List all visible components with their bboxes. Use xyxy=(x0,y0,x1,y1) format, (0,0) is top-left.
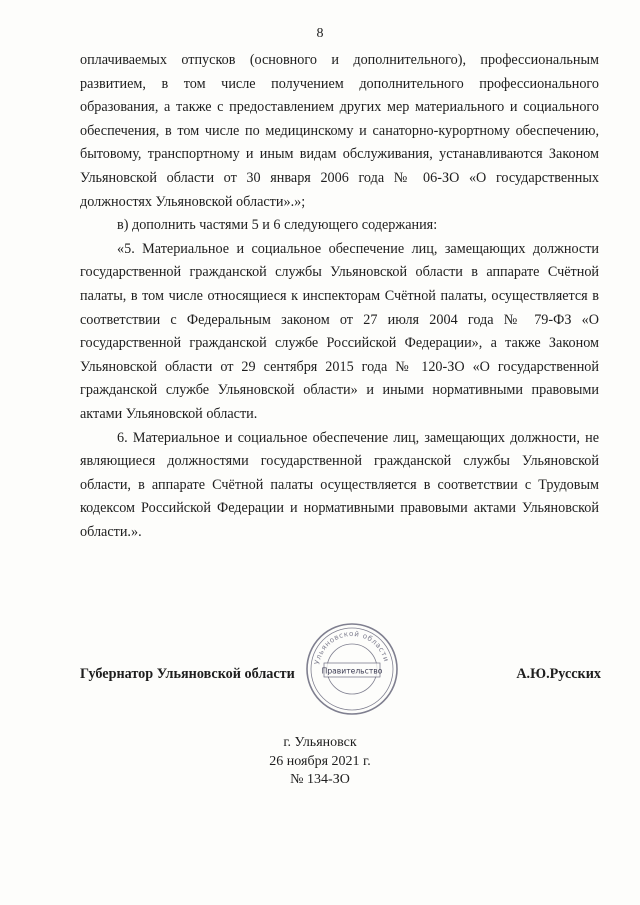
stamp-ring-text: Ульяновской области xyxy=(312,628,392,666)
issue-date: 26 ноября 2021 г. xyxy=(269,753,371,769)
official-seal-stamp xyxy=(304,621,400,717)
paragraph-part-6: 6. Материальное и социальное обеспечение лиц, замещающих должности, не являющиеся должностями государственной гражданской службы Ульяновской области, в аппарате Счётной палаты осуществляется в соответствии с Трудовым кодексом Российской Федерации и нормативными правовыми актами Ульяновской области.». xyxy=(80,429,599,540)
signatory-title: Губернатор Ульяновской области xyxy=(80,666,295,682)
paragraph-amendment-intro: в) дополнить частями 5 и 6 следующего содержания: xyxy=(117,217,438,234)
document-footer xyxy=(0,734,640,790)
stamp-center-text: Правительство xyxy=(321,666,383,676)
law-number: № 134-ЗО xyxy=(290,772,350,787)
document-body xyxy=(80,49,599,544)
signatory-name: А.Ю.Русских xyxy=(516,666,601,682)
page-number: 8 xyxy=(316,26,324,41)
issue-city: г. Ульяновск xyxy=(283,735,357,750)
paragraph-continuation: оплачиваемых отпусков (основного и дополнительного), профессиональным развитием, в том числе получением дополнительного профессионального образования, а также с предоставлением других мер материального и социального обеспечения, в том числе по медицинскому и санаторно-курортному обеспечению, бытовому, транспортному и иным видам обслуживания, устанавливаются Законом Ульяновской области от 30 января 2006 года № 06-ЗО «О государственных должностях Ульяновской области».»; xyxy=(80,52,599,210)
paragraph-part-5: «5. Материальное и социальное обеспечение лиц, замещающих должности государственной гражданской службы Ульяновской области в аппарате Счётной палаты, в том числе относящиеся к инспекторам Счётной палаты, осуществляется в соответствии с Федеральным законом от 27 июля 2004 года № 79-ФЗ «О государственной гражданской службе Российской Федерации», а также Законом Ульяновской области от 29 сентября 2015 года № 120-ЗО «О государственной гражданской службе Ульяновской области» и иными нормативными правовыми актами Ульяновской области. xyxy=(80,240,599,422)
